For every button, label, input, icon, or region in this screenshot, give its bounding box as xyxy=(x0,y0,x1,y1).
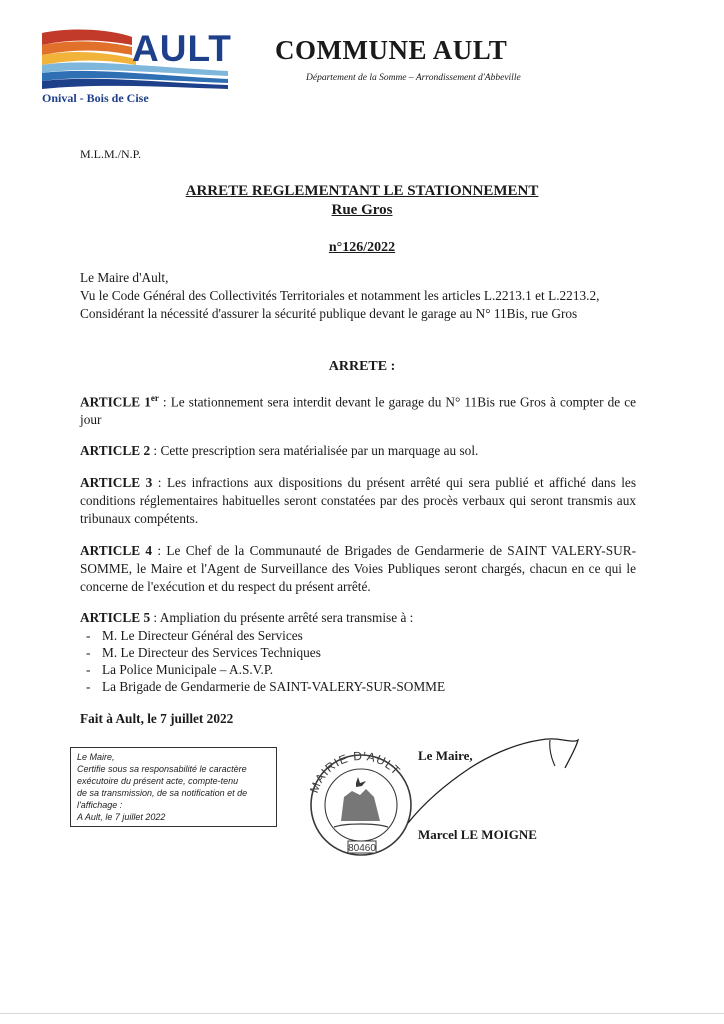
article-text: Les infractions aux dispositions du présent arrêté qui sera publié et affiché dans les conditions réglementaires habituelles seront constatées par des procès verbaux qui seront transmis aux tribunaux compétents. xyxy=(80,475,636,526)
list-item: - La Police Municipale – A.S.V.P. xyxy=(80,661,636,678)
article-label: ARTICLE 2 xyxy=(80,443,151,458)
article-label: ARTICLE 3 xyxy=(80,475,153,490)
article-3 xyxy=(80,474,636,528)
article-1 xyxy=(80,389,636,429)
commune-title: COMMUNE AULT xyxy=(275,35,508,65)
article-label: ARTICLE 1 xyxy=(80,394,151,410)
article-separator: : xyxy=(150,610,160,625)
certification-line: exécutoire du présent acte, compte-tenu xyxy=(77,776,239,786)
article-separator: : xyxy=(158,394,171,410)
document-subject: Rue Gros xyxy=(331,202,393,218)
article-5 xyxy=(80,609,636,695)
signed-at: Fait à Ault, le 7 juillet 2022 xyxy=(80,711,234,726)
list-item: - M. Le Directeur des Services Techniques xyxy=(80,644,636,661)
article-text: Ampliation du présente arrêté sera transmise à : xyxy=(159,610,414,625)
decree-number: n°126/2022 xyxy=(328,240,396,255)
article-label-suffix: er xyxy=(150,393,159,403)
certification-line: de sa transmission, de sa notification et de xyxy=(77,788,248,798)
article-text: Le Chef de la Communauté de Brigades de Gendarmerie de SAINT VALERY-SUR-SOMME, le Maire et l'Agent de Surveillance des Voies Publiques seront chargés, chacun en ce qui le concerne de l'exécution et du respect du présent arrêté. xyxy=(80,543,636,594)
reference-initials: M.L.M./N.P. xyxy=(80,147,142,161)
list-item: - M. Le Directeur Général des Services xyxy=(80,627,636,644)
svg-text:MAIRIE D'AULT: MAIRIE D'AULT xyxy=(306,748,404,795)
article-4 xyxy=(80,542,636,596)
certification-line: Le Maire, xyxy=(77,752,115,762)
article-text: Cette prescription sera matérialisée par un marquage au sol. xyxy=(160,443,479,458)
arrete-heading: ARRETE : xyxy=(328,359,396,374)
article-2 xyxy=(80,442,636,460)
certification-line: A Ault, le 7 juillet 2022 xyxy=(77,812,166,822)
article-label: ARTICLE 4 xyxy=(80,543,153,558)
signatory-name: Marcel LE MOIGNE xyxy=(418,827,537,842)
signatory-role: Le Maire, xyxy=(418,748,473,763)
logo-word: AULT xyxy=(132,28,232,69)
article-separator: : xyxy=(152,475,167,490)
article-separator: : xyxy=(152,543,167,558)
preamble-mayor: Le Maire d'Ault, xyxy=(80,270,169,285)
preamble xyxy=(80,269,636,323)
svg-text:80460: 80460 xyxy=(348,843,376,854)
mayor-signature xyxy=(400,728,595,828)
list-item: - La Brigade de Gendarmerie de SAINT-VALERY-SUR-SOMME xyxy=(80,678,636,695)
logo-subtitle: Onival - Bois de Cise xyxy=(42,91,149,105)
department-line: Département de la Somme – Arrondissement d'Abbeville xyxy=(306,73,521,83)
article-text: Le stationnement sera interdit devant le garage du N° 11Bis rue Gros à compter de ce jour xyxy=(80,394,637,428)
certification-line: l'affichage : xyxy=(77,800,123,810)
preamble-legal-basis: Vu le Code Général des Collectivités Territoriales et notamment les articles L.2213.1 et L.2213.2, xyxy=(80,288,600,303)
ault-logo xyxy=(40,27,232,111)
page-bottom-edge xyxy=(0,1013,724,1014)
distribution-list xyxy=(80,627,636,695)
article-separator: : xyxy=(150,443,161,458)
document-title: ARRETE REGLEMENTANT LE STATIONNEMENT xyxy=(185,183,539,199)
certification-line: Certifie sous sa responsabilité le caractère xyxy=(77,764,247,774)
article-label: ARTICLE 5 xyxy=(80,610,151,625)
preamble-considering: Considérant la nécessité d'assurer la sécurité publique devant le garage au N° 11Bis, rue Gros xyxy=(80,306,578,321)
certification-box xyxy=(70,747,277,827)
